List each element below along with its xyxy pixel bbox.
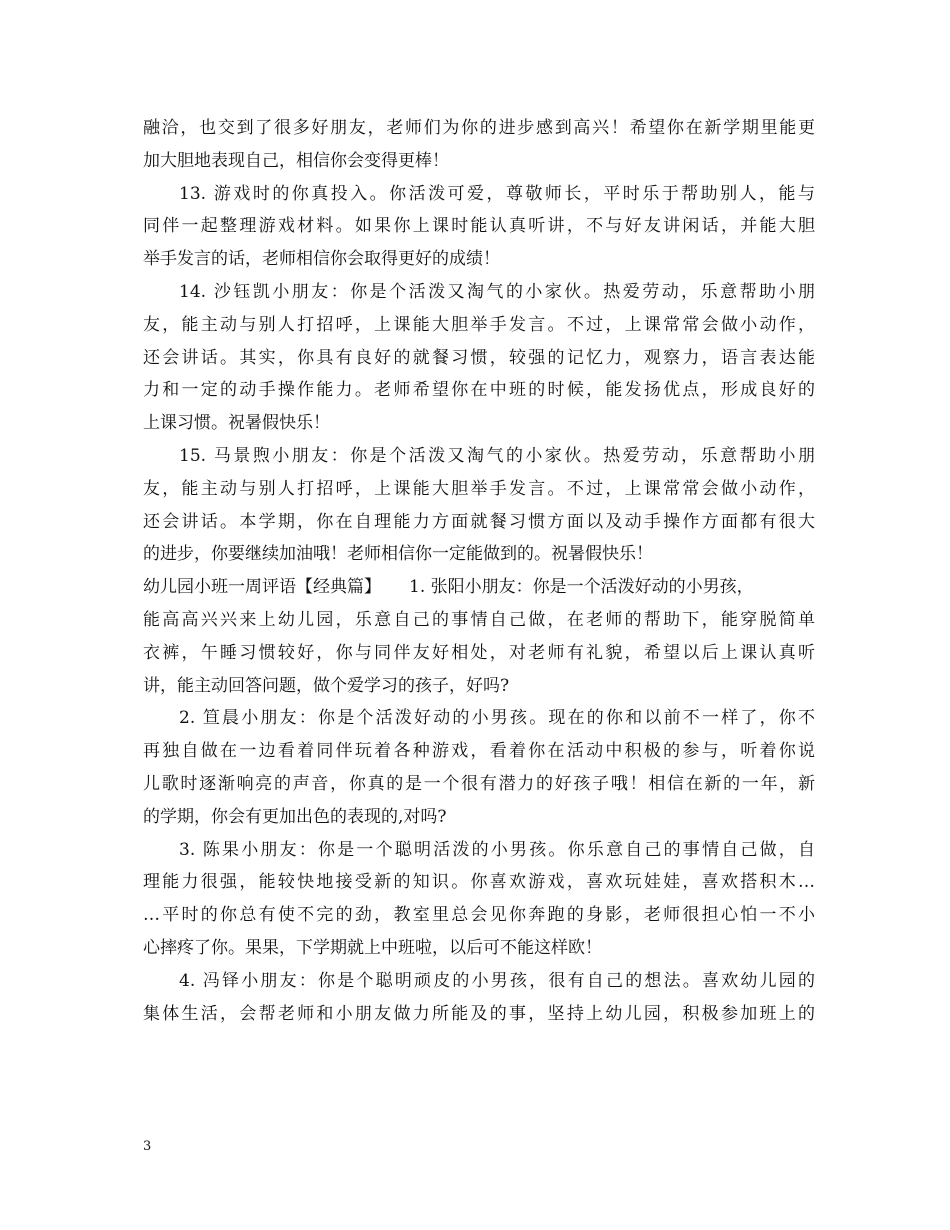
paragraph-15-start: 15. 马景煦小朋友：你是个活泼又淘气的小家伙。热爱劳动，乐意帮助小朋: [179, 445, 815, 466]
text-line: 友，能主动与别人打招呼，上课能大胆举手发言。不过，上课常常会做小动作，: [143, 314, 815, 335]
text-line: 集体生活，会帮老师和小朋友做力所能及的事，坚持上幼儿园，积极参加班上的: [143, 1003, 815, 1024]
text-line: 力和一定的动手操作能力。老师希望你在中班的时候，能发扬优点，形成良好的: [143, 380, 815, 401]
paragraph-3-start: 3. 陈果小朋友：你是一个聪明活泼的小男孩。你乐意自己的事情自己做，自: [179, 839, 815, 860]
page-number: 3: [143, 1139, 152, 1154]
document-body: [143, 112, 815, 1030]
paragraph-2-start: 2. 笪晨小朋友：你是个活泼好动的小男孩。现在的你和以前不一样了，你不: [179, 708, 815, 729]
text-line: 融洽，也交到了很多好朋友，老师们为你的进步感到高兴！希望你在新学期里能更: [143, 118, 815, 138]
text-line: 讲，能主动回答问题，做个爱学习的孩子，好吗?: [143, 675, 510, 696]
paragraph-13-start: 13. 游戏时的你真投入。你活泼可爱，尊敬师长，平时乐于帮助别人，能与: [179, 183, 815, 204]
text-line: 的进步，你要继续加油哦！老师相信你一定能做到的。祝暑假快乐！: [143, 544, 653, 565]
section-heading: 幼儿园小班一周评语【经典篇】: [143, 577, 381, 598]
text-line: 儿歌时逐渐响亮的声音，你真的是一个很有潜力的好孩子哦！相信在新的一年，新: [143, 773, 815, 794]
text-line: 还会讲话。本学期，你在自理能力方面就餐习惯方面以及动手操作方面都有很大: [143, 511, 815, 532]
text-line: 上课习惯。祝暑假快乐！: [143, 413, 330, 434]
text-line: 的学期，你会有更加出色的表现的,对吗?: [143, 806, 447, 827]
text-line: 友，能主动与别人打招呼，上课能大胆举手发言。不过，上课常常会做小动作，: [143, 478, 815, 499]
text-line: 还会讲话。其实，你具有良好的就餐习惯，较强的记忆力，观察力，语言表达能: [143, 347, 815, 368]
paragraph-4-start: 4. 冯铎小朋友：你是个聪明顽皮的小男孩，很有自己的想法。喜欢幼儿园的: [179, 970, 815, 991]
text-line: 理能力很强，能较快地接受新的知识。你喜欢游戏，喜欢玩娃娃，喜欢搭积木…: [143, 872, 815, 893]
text-line: 加大胆地表现自己，相信你会变得更棒！: [143, 150, 449, 171]
text-line: …平时的你总有使不完的劲，教室里总会见你奔跑的身影，老师很担心怕一不小: [143, 905, 815, 926]
text-line: 举手发言的话，老师相信你会取得更好的成绩！: [143, 249, 500, 270]
paragraph-1-start: 1. 张阳小朋友：你是一个活泼好动的小男孩，: [409, 577, 754, 598]
text-line: 同伴一起整理游戏材料。如果你上课时能认真听讲，不与好友讲闲话，并能大胆: [143, 216, 815, 237]
section-heading-line: [143, 571, 815, 604]
text-line: 能高高兴兴来上幼儿园，乐意自己的事情自己做，在老师的帮助下，能穿脱简单: [143, 609, 815, 630]
text-line: 衣裤，午睡习惯较好，你与同伴友好相处，对老师有礼貌，希望以后上课认真听: [143, 642, 815, 663]
text-line: 心摔疼了你。果果，下学期就上中班啦，以后可不能这样欧！: [143, 937, 602, 958]
paragraph-14-start: 14. 沙钰凯小朋友：你是个活泼又淘气的小家伙。热爱劳动，乐意帮助小朋: [179, 281, 815, 302]
text-line: 再独自做在一边看着同伴玩着各种游戏，看着你在活动中积极的参与，听着你说: [143, 741, 815, 762]
